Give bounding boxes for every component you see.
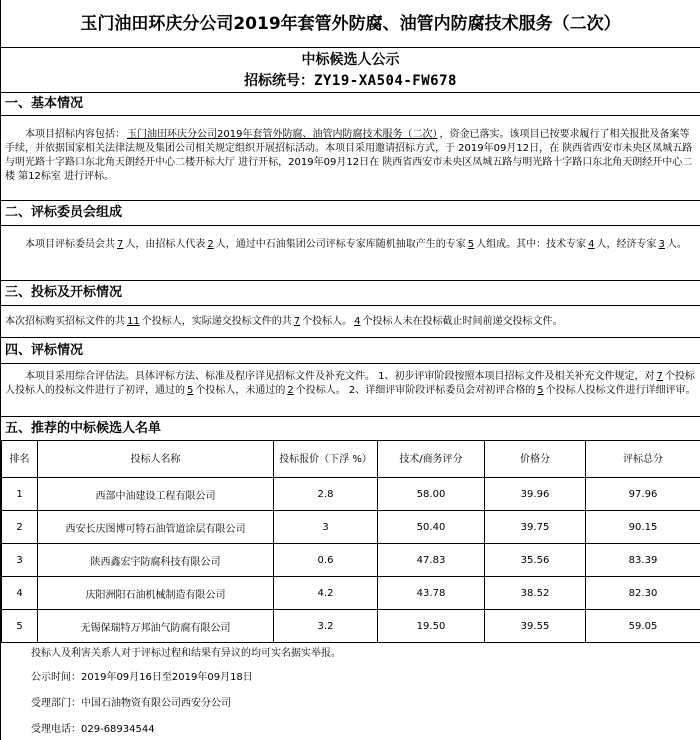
cell-price: 4.2 [274, 577, 378, 610]
objection-note: 投标人及利害关系人对于评标过程和结果有异议的均可实名据实举报。 [31, 648, 341, 659]
committee-text: 人，通过中石油集团公司评标专家库随机抽取产生的专家 [215, 239, 466, 250]
cell-price: 2.8 [274, 478, 378, 511]
section-heading-basic: 一、基本情况 [5, 96, 84, 111]
basic-info-paragraph [5, 128, 697, 184]
committee-text: 本项目评标委员会共 [25, 239, 115, 250]
committee-owner-reps: 2 [207, 239, 214, 250]
table-row [2, 610, 700, 643]
committee-econ-experts: 3 [658, 239, 665, 250]
cell-rank: 2 [2, 511, 38, 544]
eval-failed-count: 2 [287, 385, 294, 396]
cell-price: 3 [274, 511, 378, 544]
department-label: 受理部门： [31, 698, 81, 709]
cell-rank: 1 [2, 478, 38, 511]
section-heading-evaluation: 四、评标情况 [5, 343, 84, 358]
cell-price: 0.6 [274, 544, 378, 577]
committee-text: 人组成。其中：技术专家 [476, 239, 587, 250]
evaluation-text: 个投标人投标人的投标文件进行了初评，通过的 [5, 371, 695, 396]
bidders-late: 4 [354, 316, 361, 327]
evaluation-text: 个投标人，未通过的 [195, 385, 286, 396]
committee-tech-experts: 4 [588, 239, 595, 250]
cell-price-score: 39.55 [485, 610, 586, 643]
publicity-period [31, 671, 253, 685]
cell-tech-score: 47.83 [378, 544, 485, 577]
eval-initial-count: 7 [656, 371, 663, 382]
cell-tech-score: 58.00 [378, 478, 485, 511]
eval-passed-count: 5 [187, 385, 194, 396]
cell-rank: 5 [2, 610, 38, 643]
committee-total: 7 [117, 239, 124, 250]
bidding-text: 个投标人。 [302, 316, 353, 327]
table-row [2, 511, 700, 544]
committee-text: 人，由招标人代表 [125, 239, 206, 250]
divider [1, 200, 700, 201]
accepting-department [31, 697, 231, 711]
committee-text: 人。 [666, 239, 687, 250]
evaluation-text: 个投标人投标文件进行详细评审。 [545, 385, 696, 396]
cell-price-score: 39.96 [485, 478, 586, 511]
table-header-row [2, 441, 700, 478]
eval-detailed-count: 5 [537, 385, 544, 396]
cell-price-score: 35.56 [485, 544, 586, 577]
divider [1, 416, 700, 417]
header-price: 投标报价（下浮 %） [274, 441, 378, 478]
bidding-text: 本次招标购买招标文件的共 [5, 316, 125, 327]
divider [1, 225, 700, 226]
header-total-score: 评标总分 [586, 441, 700, 478]
evaluation-text: 个投标人。 2、详细评审阶段评标委员会对初评合格的 [295, 385, 536, 396]
bidders-bought: 11 [127, 316, 140, 327]
table-row [2, 544, 700, 577]
tender-code-label: 招标统号： [244, 73, 315, 89]
cell-total-score: 83.39 [586, 544, 700, 577]
section-heading-candidates: 五、推荐的中标候选人名单 [5, 421, 162, 436]
publicity-period-value: 2019年09月16日至2019年09月18日 [81, 672, 253, 683]
tender-code-value: ZY19-XA504-FW678 [314, 73, 457, 89]
committee-paragraph [5, 238, 697, 252]
cell-rank: 4 [2, 577, 38, 610]
tender-code [1, 70, 700, 92]
bidders-submitted: 7 [293, 316, 301, 327]
candidate-table [1, 440, 700, 643]
basic-text: 本项目招标内容包括： [25, 129, 125, 140]
bidding-paragraph [5, 315, 697, 329]
contact-phone [31, 723, 155, 737]
divider [1, 115, 700, 116]
cell-total-score: 59.05 [586, 610, 700, 643]
section-heading-committee: 二、评标委员会组成 [5, 205, 123, 220]
cell-bidder: 西安长庆图博可特石油管道涂层有限公司 [38, 511, 274, 544]
cell-total-score: 97.96 [586, 478, 700, 511]
cell-total-score: 90.15 [586, 511, 700, 544]
department-value: 中国石油物资有限公司西安分公司 [81, 698, 231, 709]
cell-price: 3.2 [274, 610, 378, 643]
cell-total-score: 82.30 [586, 577, 700, 610]
notice-subtitle: 中标候选人公示 [301, 52, 400, 68]
project-name: 玉门油田环庆分公司2019年套管外防腐、油管内防腐技术服务（二次） [127, 129, 438, 140]
title-divider [1, 47, 700, 48]
committee-random-experts: 5 [467, 239, 475, 250]
divider [1, 280, 700, 281]
cell-rank: 3 [2, 544, 38, 577]
divider [1, 337, 700, 338]
cell-price-score: 39.75 [485, 511, 586, 544]
cell-bidder: 无锡保瑞特万邦油气防腐有限公司 [38, 610, 274, 643]
header-price-score: 价格分 [485, 441, 586, 478]
basic-text: ，资金已落实。该项目已按要求履行了相关报批及备案等手续，并依据国家相关法律法规及集团公司相关规定组织开展招标活动。本项目采用邀请招标方式，于 2019年09月12日，在 陕西省西安市未央区凤城五路与明光路十字路口东北角天朗经开中心二楼开标大厅 进行开标，2019年09月12日在 陕西省西安市未央区凤城五路与明光路十字路口东北角天朗经开中心二楼 第12标室 进行评标。 [5, 129, 693, 182]
cell-bidder: 庆阳洲阳石油机械制造有限公司 [38, 577, 274, 610]
table-row [2, 577, 700, 610]
divider [1, 363, 700, 364]
page-title: 玉门油田环庆分公司2019年套管外防腐、油管内防腐技术服务（二次） [80, 14, 621, 34]
cell-tech-score: 19.50 [378, 610, 485, 643]
cell-bidder: 西部中油建设工程有限公司 [38, 478, 274, 511]
divider [1, 305, 700, 306]
phone-value: 029-68934544 [81, 724, 155, 735]
header-bidder: 投标人名称 [38, 441, 274, 478]
publicity-period-label: 公示时间： [31, 672, 81, 683]
header-rank: 排名 [2, 441, 38, 478]
bidding-text: 个投标人，实际递交投标文件的共 [141, 316, 292, 327]
section-heading-bidding: 三、投标及开标情况 [5, 285, 123, 300]
header-tech-score: 技术/商务评分 [378, 441, 485, 478]
table-row [2, 478, 700, 511]
cell-price-score: 38.52 [485, 577, 586, 610]
evaluation-text: 本项目采用综合评估法。具体评标方法、标准及程序详见招标文件及补充文件。 1、初步评审阶段按照本项目招标文件及相关补充文件规定，对 [25, 371, 655, 382]
bidding-text: 个投标人未在投标截止时间前递交投标文件。 [362, 316, 563, 327]
cell-bidder: 陕西鑫宏宇防腐科技有限公司 [38, 544, 274, 577]
phone-label: 受理电话： [31, 724, 81, 735]
cell-tech-score: 43.78 [378, 577, 485, 610]
evaluation-paragraph [5, 370, 697, 398]
committee-text: 人，经济专家 [596, 239, 657, 250]
cell-tech-score: 50.40 [378, 511, 485, 544]
